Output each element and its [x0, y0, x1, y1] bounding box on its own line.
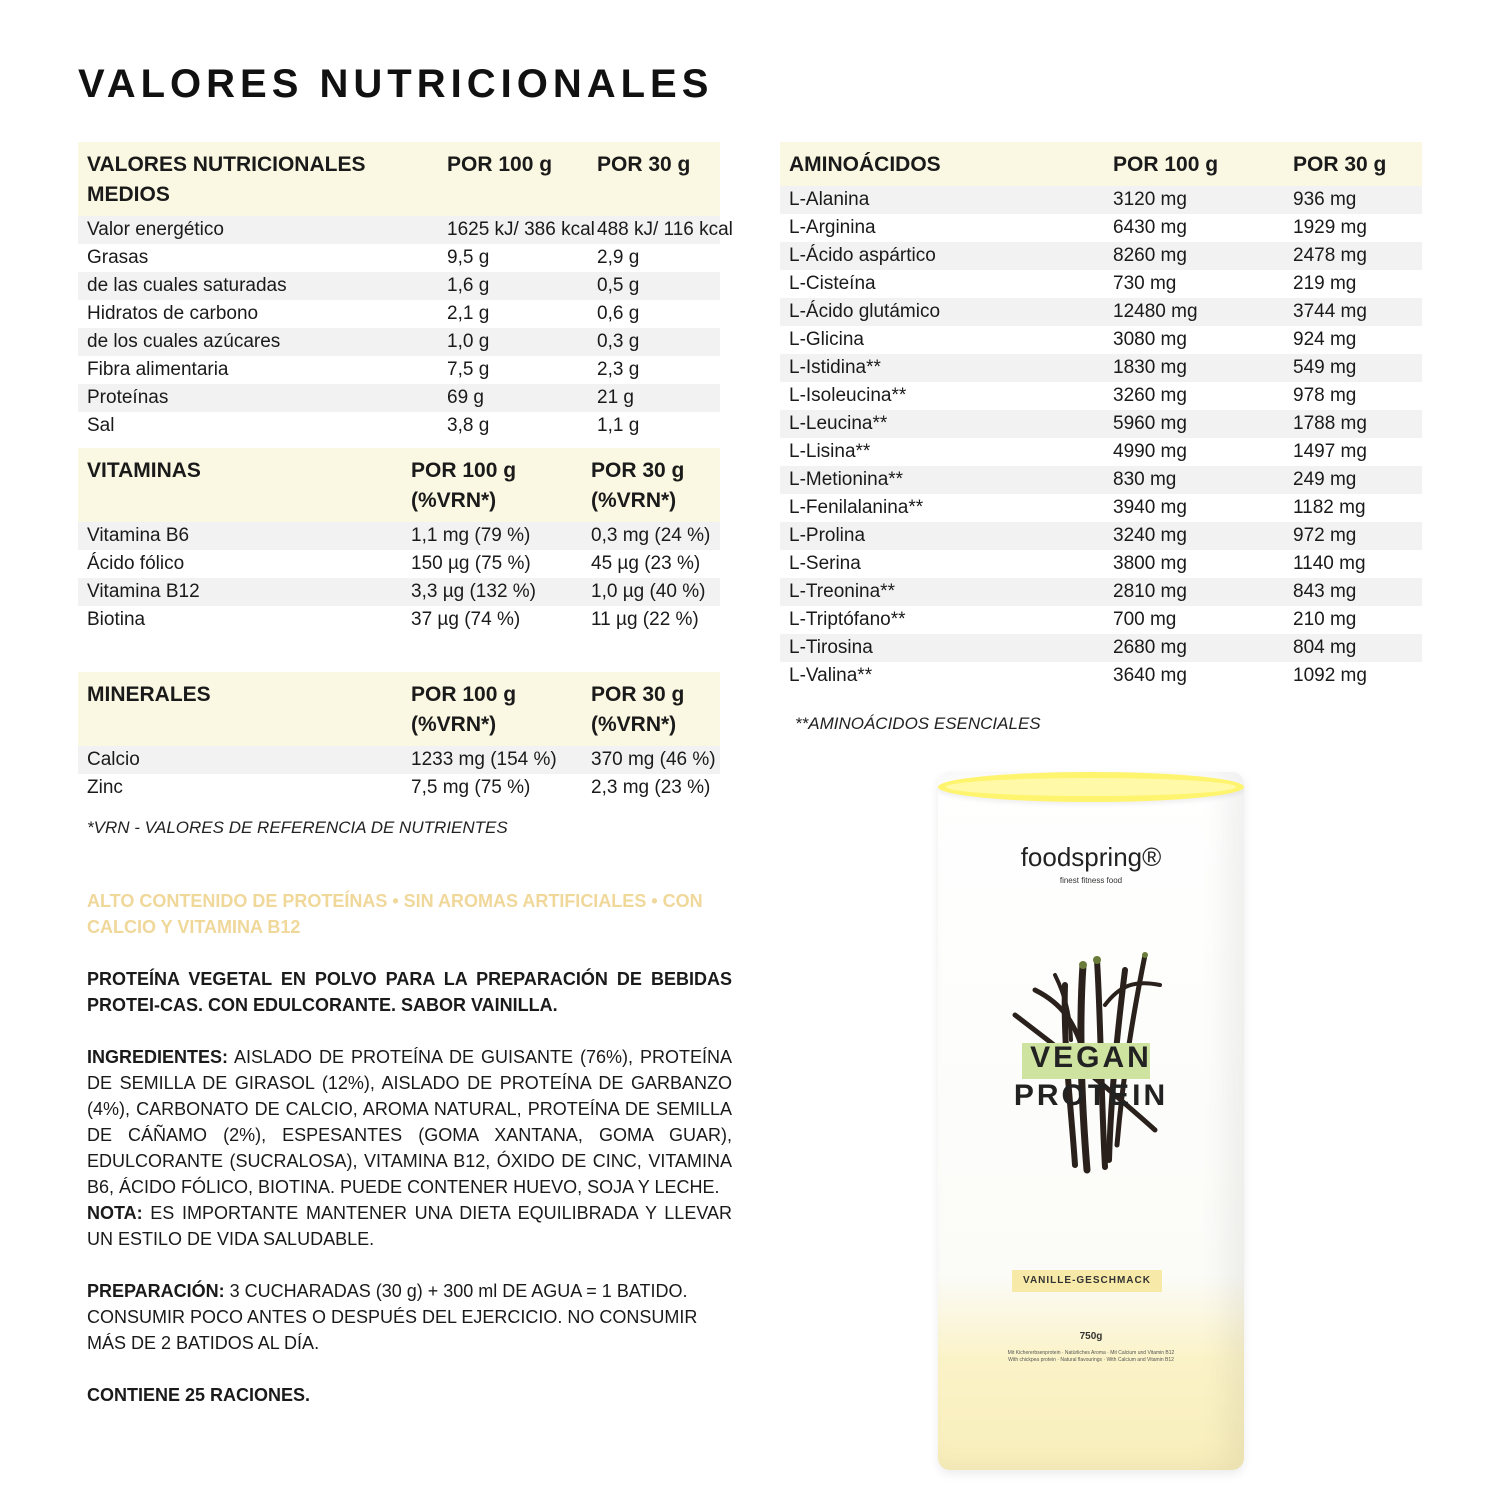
- preparation-label: PREPARACIÓN:: [87, 1281, 225, 1301]
- value-per-100g: 8260 mg: [1104, 242, 1284, 270]
- value-per-30g: 2,9 g: [597, 247, 640, 268]
- product-description: PROTEÍNA VEGETAL EN POLVO PARA LA PREPARACIÓN DE BEBIDAS PROTEI-CAS. CON EDULCORANTE. SABOR VAINILLA.: [87, 969, 732, 1015]
- table-row: [780, 522, 1422, 550]
- row-label: L-Isoleucina**: [789, 385, 907, 406]
- table-row: [78, 244, 720, 272]
- row-label: Vitamina B6: [78, 522, 402, 550]
- table-row: [780, 634, 1422, 662]
- minerals-table: [78, 672, 720, 802]
- row-label: L-Cisteína: [789, 273, 876, 294]
- value-per-100g: 730 mg: [1113, 273, 1177, 294]
- value-per-100g: 37 µg (74 %): [411, 609, 521, 630]
- value-per-100g: 1233 mg (154 %): [402, 746, 582, 774]
- table-row: [78, 550, 720, 578]
- table-row: [78, 578, 720, 606]
- amino-header-label: AMINOÁCIDOS: [780, 142, 1104, 186]
- value-per-30g: 0,5 g: [588, 272, 720, 300]
- row-label: Biotina: [87, 609, 146, 630]
- table-row: [780, 186, 1422, 214]
- value-per-100g: 3260 mg: [1113, 385, 1187, 406]
- value-per-30g: 1788 mg: [1284, 410, 1422, 438]
- vitamins-header-30g: POR 30 g (%VRN*): [582, 448, 720, 522]
- nutrition-table: [78, 142, 733, 440]
- canister-lid-rim: [946, 778, 1236, 796]
- product-fineprint-de: Mit Kichererbsenprotein · Natürliches Aroma · Mit Calcium und Vitamin B12: [1007, 1350, 1175, 1356]
- row-label: L-Triptófano**: [789, 609, 906, 630]
- servings-text: CONTIENE 25 RACIONES.: [87, 1385, 311, 1405]
- value-per-30g: 843 mg: [1284, 578, 1422, 606]
- row-label: de los cuales azúcares: [78, 328, 438, 356]
- value-per-30g: 1929 mg: [1293, 217, 1367, 238]
- amino-footnote: **AMINOÁCIDOS ESENCIALES: [795, 714, 1041, 733]
- table-row: [78, 356, 720, 384]
- note-label: NOTA:: [87, 1203, 143, 1223]
- amino-header-100g: POR 100 g: [1104, 142, 1284, 186]
- preparation-text: 3 CUCHARADAS (30 g) + 300 ml DE AGUA = 1 BATIDO.: [224, 1281, 688, 1301]
- value-per-30g: 1092 mg: [1293, 665, 1367, 686]
- net-weight: 750g: [1079, 1331, 1103, 1342]
- value-per-100g: 1,0 g: [438, 328, 588, 356]
- value-per-30g: 549 mg: [1284, 354, 1422, 382]
- value-per-100g: 3,8 g: [447, 415, 490, 436]
- value-per-30g: 0,3 mg (24 %): [582, 522, 720, 550]
- row-label: L-Serina: [789, 553, 861, 574]
- row-label: L-Ácido aspártico: [780, 242, 1104, 270]
- row-label: Vitamina B12: [78, 578, 402, 606]
- table-row: [78, 606, 720, 634]
- value-per-30g: 924 mg: [1293, 329, 1357, 350]
- row-label: Grasas: [87, 247, 149, 268]
- value-per-100g: 6430 mg: [1113, 217, 1187, 238]
- table-row: [780, 410, 1422, 438]
- table-row: [780, 354, 1422, 382]
- minerals-header-label: MINERALES: [78, 672, 402, 746]
- value-per-30g: 1182 mg: [1293, 497, 1366, 518]
- value-per-100g: 700 mg: [1113, 609, 1177, 630]
- row-label: de las cuales saturadas: [78, 272, 438, 300]
- value-per-100g: 5960 mg: [1104, 410, 1284, 438]
- row-label: L-Alanina: [780, 186, 1104, 214]
- value-per-100g: 2,1 g: [447, 303, 490, 324]
- value-per-100g: 3800 mg: [1113, 553, 1187, 574]
- value-per-100g: 2810 mg: [1104, 578, 1284, 606]
- value-per-100g: 69 g: [438, 384, 588, 412]
- note-block: [87, 1200, 732, 1252]
- note-text: ES IMPORTANTE MANTENER UNA DIETA EQUILIBRADA Y LLEVAR UN ESTILO DE VIDA SALUDABLE.: [87, 1203, 732, 1249]
- table-row: [78, 774, 720, 802]
- value-per-100g: 1,6 g: [438, 272, 588, 300]
- product-name-line2: PROTEIN: [1013, 1079, 1169, 1112]
- amino-header-30g: POR 30 g: [1284, 142, 1422, 186]
- table-row: [78, 412, 720, 440]
- table-row: [780, 438, 1422, 466]
- table-row: [78, 272, 720, 300]
- table-row: [78, 328, 720, 356]
- table-row: [780, 606, 1422, 634]
- value-per-100g: 2680 mg: [1104, 634, 1284, 662]
- ingredients-label: INGREDIENTES:: [87, 1047, 229, 1067]
- value-per-30g: 2,3 mg (23 %): [591, 777, 711, 798]
- value-per-100g: 3940 mg: [1113, 497, 1187, 518]
- value-per-100g: 3080 mg: [1113, 329, 1187, 350]
- value-per-30g: 1,0 µg (40 %): [582, 578, 720, 606]
- value-per-100g: 7,5 g: [447, 359, 490, 380]
- table-row: [78, 522, 720, 550]
- row-label: Zinc: [87, 777, 123, 798]
- row-label: L-Fenilalanina**: [789, 497, 924, 518]
- value-per-100g: 4990 mg: [1113, 441, 1187, 462]
- value-per-30g: 0,6 g: [597, 303, 640, 324]
- value-per-30g: 978 mg: [1293, 385, 1357, 406]
- value-per-30g: 2,3 g: [597, 359, 640, 380]
- value-per-30g: 1140 mg: [1293, 553, 1366, 574]
- value-per-100g: 1,1 mg (79 %): [402, 522, 582, 550]
- amino-table: [780, 142, 1422, 690]
- value-per-30g: 488 kJ/ 116 kcal: [588, 216, 720, 244]
- nutrition-header-100g: POR 100 g: [438, 142, 588, 216]
- table-row: [780, 270, 1422, 298]
- minerals-header-30g: POR 30 g (%VRN*): [582, 672, 720, 746]
- table-row: [78, 216, 720, 244]
- table-row: [780, 662, 1422, 690]
- value-per-30g: 370 mg (46 %): [582, 746, 720, 774]
- row-label: L-Valina**: [789, 665, 873, 686]
- product-name-line1: VEGAN: [1030, 1041, 1152, 1074]
- vrn-footnote: *VRN - VALORES DE REFERENCIA DE NUTRIENTES: [87, 818, 508, 837]
- row-label: L-Ácido glutámico: [780, 298, 1104, 326]
- value-per-30g: 45 µg (23 %): [591, 553, 701, 574]
- value-per-30g: 219 mg: [1293, 273, 1357, 294]
- preparation-text-2: CONSUMIR POCO ANTES O DESPUÉS DEL EJERCICIO. NO CONSUMIR MÁS DE 2 BATIDOS AL DÍA.: [87, 1307, 698, 1353]
- table-row: [78, 746, 720, 774]
- table-row: [780, 214, 1422, 242]
- minerals-header-100g: POR 100 g (%VRN*): [402, 672, 582, 746]
- value-per-100g: 150 µg (75 %): [411, 553, 531, 574]
- value-per-100g: 3120 mg: [1104, 186, 1284, 214]
- table-row: [780, 242, 1422, 270]
- row-label: Ácido fólico: [87, 553, 185, 574]
- row-label: Sal: [87, 415, 115, 436]
- brand-logo: foodspring®: [1020, 842, 1162, 872]
- value-per-30g: 2478 mg: [1284, 242, 1422, 270]
- row-label: L-Prolina: [780, 522, 1104, 550]
- table-row: [780, 550, 1422, 578]
- row-label: L-Arginina: [789, 217, 876, 238]
- row-label: L-Glicina: [789, 329, 864, 350]
- table-row: [780, 298, 1422, 326]
- ingredients-text: AISLADO DE PROTEÍNA DE GUISANTE (76%), PROTEÍNA DE SEMILLA DE GIRASOL (12%), AISLADO DE PROTEÍNA DE GARBANZO (4%), CARBONATO DE CALCIO, AROMA NATURAL, PROTEÍNA DE SEMILLA DE CÁÑAMO (2%), ESPESANTES (GOMA XANTANA, GOMA GUAR), EDULCORANTE (SUCRALOSA), VITAMINA B12, ÓXIDO DE CINC, VITAMINA B6, ÁCIDO FÓLICO, BIOTINA. PUEDE CONTENER HUEVO, SOJA Y LECHE.: [87, 1047, 732, 1197]
- flavor-band: VANILLE-GESCHMACK: [1012, 1270, 1162, 1292]
- ingredients-block: [87, 1044, 732, 1200]
- row-label: Calcio: [78, 746, 402, 774]
- value-per-100g: 7,5 mg (75 %): [411, 777, 531, 798]
- table-row: [78, 384, 720, 412]
- value-per-30g: 0,3 g: [588, 328, 720, 356]
- row-label: Valor energético: [78, 216, 438, 244]
- value-per-30g: 249 mg: [1284, 466, 1422, 494]
- value-per-30g: 11 µg (22 %): [591, 609, 699, 630]
- vitamins-table: [78, 448, 720, 634]
- row-label: Proteínas: [78, 384, 438, 412]
- value-per-100g: 1830 mg: [1104, 354, 1284, 382]
- row-label: Fibra alimentaria: [87, 359, 229, 380]
- value-per-30g: 936 mg: [1284, 186, 1422, 214]
- vitamins-header-label: VITAMINAS: [78, 448, 402, 522]
- row-label: L-Istidina**: [780, 354, 1104, 382]
- table-row: [780, 382, 1422, 410]
- brand-tagline: finest fitness food: [1059, 876, 1123, 885]
- value-per-100g: 12480 mg: [1104, 298, 1284, 326]
- value-per-100g: 1625 kJ/ 386 kcal: [438, 216, 588, 244]
- table-row: [780, 466, 1422, 494]
- table-row: [78, 300, 720, 328]
- row-label: L-Treonina**: [780, 578, 1104, 606]
- vitamins-header-100g: POR 100 g (%VRN*): [402, 448, 582, 522]
- product-claims: ALTO CONTENIDO DE PROTEÍNAS • SIN AROMAS ARTIFICIALES • CON CALCIO Y VITAMINA B12: [87, 891, 703, 937]
- product-fineprint-en: With chickpea protein · Natural flavourings · With Calcium and Vitamin B12: [1008, 1357, 1174, 1363]
- value-per-100g: 3,3 µg (132 %): [402, 578, 582, 606]
- row-label: L-Leucina**: [780, 410, 1104, 438]
- value-per-30g: 972 mg: [1284, 522, 1422, 550]
- table-row: [780, 326, 1422, 354]
- value-per-30g: 21 g: [588, 384, 720, 412]
- table-row: [780, 494, 1422, 522]
- row-label: Hidratos de carbono: [87, 303, 259, 324]
- value-per-100g: 830 mg: [1104, 466, 1284, 494]
- value-per-100g: 3240 mg: [1104, 522, 1284, 550]
- nutrition-header-label: VALORES NUTRICIONALES MEDIOS: [78, 142, 438, 216]
- value-per-30g: 3744 mg: [1284, 298, 1422, 326]
- page-title: VALORES NUTRICIONALES: [78, 62, 714, 106]
- value-per-30g: 1,1 g: [597, 415, 640, 436]
- row-label: L-Lisina**: [789, 441, 871, 462]
- row-label: L-Tirosina: [780, 634, 1104, 662]
- preparation-block: [87, 1278, 732, 1356]
- value-per-30g: 210 mg: [1293, 609, 1357, 630]
- value-per-30g: 1497 mg: [1293, 441, 1367, 462]
- nutrition-header-30g: POR 30 g: [588, 142, 720, 216]
- value-per-100g: 3640 mg: [1113, 665, 1187, 686]
- value-per-30g: 804 mg: [1284, 634, 1422, 662]
- row-label: L-Metionina**: [780, 466, 1104, 494]
- table-row: [780, 578, 1422, 606]
- value-per-100g: 9,5 g: [447, 247, 490, 268]
